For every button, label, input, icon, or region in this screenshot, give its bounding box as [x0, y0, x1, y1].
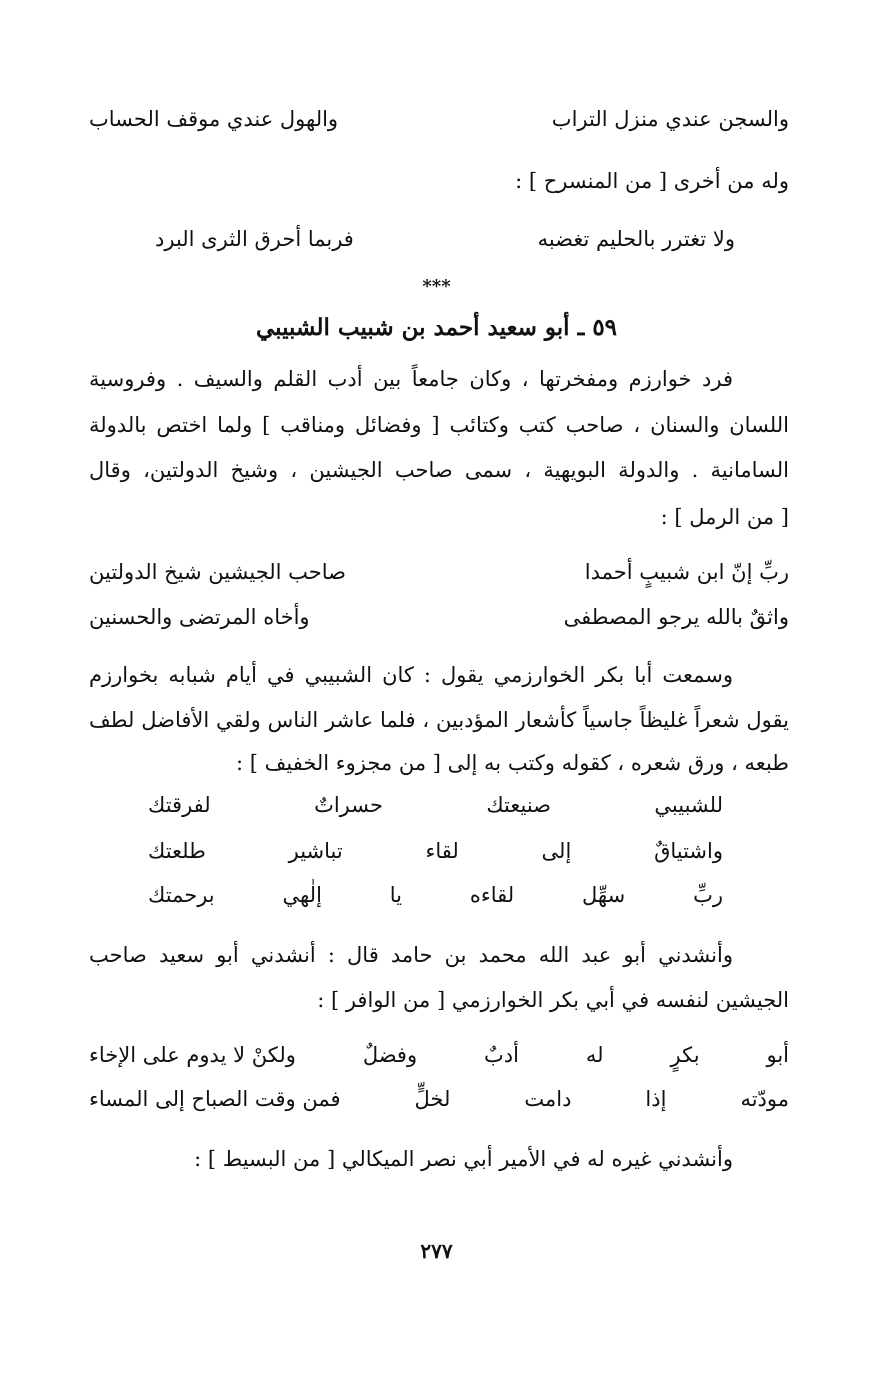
paragraph-line: فرد خوارزم ومفخرتها ، وكان جامعاً بين أدب القلم والسيف . وفروسية — [89, 367, 733, 391]
verse-word: برحمتك — [148, 883, 215, 907]
verse-word: طلعتك — [148, 839, 206, 863]
paragraph-line: يقول شعراً غليظاً جاسياً كأشعار المؤدبين ، فلما عاشر الناس ولقي الأفاضل لطف — [89, 708, 789, 732]
verse-word: لخلٍّ — [414, 1087, 451, 1111]
verse-line — [148, 880, 723, 910]
verse-word: إلى — [541, 839, 572, 863]
verse-word: إلٰهي — [282, 883, 322, 907]
verse-word: أبو — [766, 1043, 789, 1067]
verse-word: دامت — [524, 1087, 572, 1111]
verse-word: سهِّل — [582, 883, 626, 907]
verse-word: وفضلٌ — [362, 1043, 418, 1067]
verse-hemistich-second: صاحب الجيشين شيخ الدولتين — [89, 560, 346, 584]
verse-hemistich-second: والهول عندي موقف الحساب — [89, 107, 339, 131]
verse-line — [89, 1084, 789, 1114]
verse-word: تباشير — [288, 839, 343, 863]
paragraph-line: طبعه ، ورق شعره ، كقوله وكتب به إلى [ من مجزوء الخفيف ] : — [236, 751, 789, 775]
verse-hemistich-second: وأخاه المرتضى والحسنين — [89, 605, 310, 629]
verse-word: صنيعتك — [486, 793, 552, 817]
verse-hemistich-second: فربما أحرق الثرى البرد — [155, 227, 354, 251]
verse-word: إذا — [645, 1087, 667, 1111]
verse-word: مودّته — [740, 1087, 789, 1111]
verse-line — [89, 104, 789, 134]
verse-word: حسراتٌ — [314, 793, 383, 817]
verse-word: ولكنْ لا يدوم على الإخاء — [89, 1043, 296, 1067]
verse-hemistich-first: واثقٌ بالله يرجو المصطفى — [563, 605, 789, 629]
section-separator: *** — [422, 276, 451, 297]
section-title: ٥٩ ـ أبو سعيد أحمد بن شبيب الشبيبي — [255, 314, 618, 341]
page-number: ٢٧٧ — [420, 1239, 453, 1263]
verse-word: فمن وقت الصباح إلى المساء — [89, 1087, 341, 1111]
verse-word: لقاءه — [469, 883, 515, 907]
verse-line — [148, 790, 723, 820]
verse-hemistich-first: ربِّ إنّ ابن شبيبٍ أحمدا — [584, 560, 789, 584]
verse-line — [89, 557, 789, 587]
paragraph-line: وأنشدني غيره له في الأمير أبي نصر الميكالي [ من البسيط ] : — [194, 1147, 733, 1171]
intro-line: وله من أخرى [ من المنسرح ] : — [515, 169, 789, 193]
verse-word: للشبيبي — [654, 793, 723, 817]
paragraph-line: [ من الرمل ] : — [660, 505, 789, 529]
verse-word: بكرٍ — [670, 1043, 700, 1067]
verse-hemistich-first: والسجن عندي منزل التراب — [551, 107, 789, 131]
verse-line — [89, 1040, 789, 1070]
verse-word: ربِّ — [693, 883, 723, 907]
paragraph-line: اللسان والسنان ، صاحب كتب وكتائب [ وفضائل ومناقب ] ولما اختص بالدولة — [89, 413, 789, 437]
paragraph-line: وأنشدني أبو عبد الله محمد بن حامد قال : أنشدني أبو سعيد صاحب — [89, 943, 733, 967]
verse-word: أدبٌ — [484, 1043, 519, 1067]
verse-word: لقاء — [425, 839, 459, 863]
verse-word: يا — [389, 883, 403, 907]
verse-line — [155, 224, 735, 254]
verse-hemistich-first: ولا تغترر بالحليم تغضبه — [537, 227, 735, 251]
paragraph-line: وسمعت أبا بكر الخوارزمي يقول : كان الشبيبي في أيام شبابه بخوارزم — [89, 663, 733, 687]
verse-line — [89, 602, 789, 632]
verse-line — [148, 836, 723, 866]
verse-word: له — [585, 1043, 604, 1067]
paragraph-line: السامانية . والدولة البويهية ، سمى صاحب الجيشين ، وشيخ الدولتين، وقال — [89, 458, 789, 482]
verse-word: لفرقتك — [148, 793, 211, 817]
verse-word: واشتياقٌ — [654, 839, 723, 863]
paragraph-line: الجيشين لنفسه في أبي بكر الخوارزمي [ من الوافر ] : — [317, 988, 789, 1012]
